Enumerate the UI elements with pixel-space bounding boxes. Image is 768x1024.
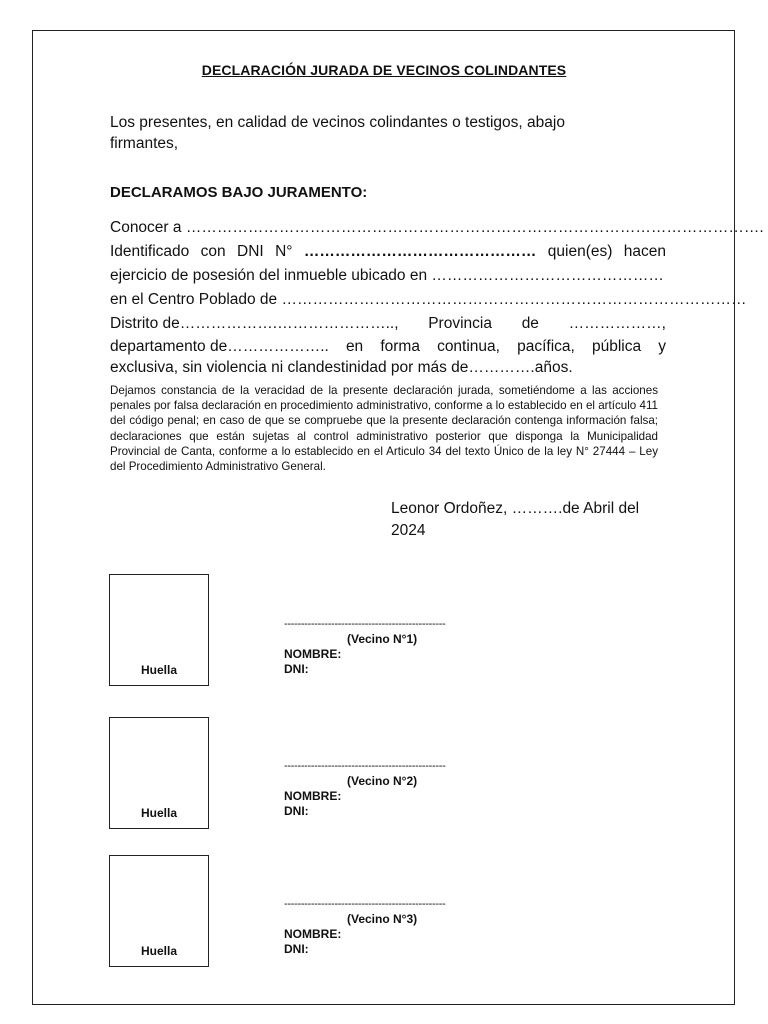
nombre-label: NOMBRE: [284,647,342,661]
word: hacen [623,243,666,260]
dni-label: DNI: [284,942,309,956]
legal-paragraph: Dejamos constancia de la veracidad de la presente declaración jurada, sometiéndome a las acciones penales por falsa declaración en procedimiento administrativo, conforme a lo establecido en el artículo 411 del código penal; en caso de que se compruebe que la presente declaración contenga información falsa; declaraciones que están sujetas al control administrativo posterior que disponga la Municipalidad Provincial de Canta, conforme a lo establecido en el Articulo 34 del texto Único de la ley N° 27444 – Ley del Procedimiento Administrativo General. [110,384,658,474]
word: departamento de……………….. [110,338,329,355]
line-conocer: Conocer a …………………………………………………………………………………………………. [110,219,764,236]
word: de [521,315,539,332]
document-title: DECLARACIÓN JURADA DE VECINOS COLINDANTES [201,62,567,78]
signature-block [284,617,494,677]
intro-paragraph: Los presentes, en calidad de vecinos colindantes o testigos, abajo firmantes, [110,114,565,152]
word: continua, [437,338,500,355]
huella-label: Huella [140,663,177,677]
fingerprint-box [109,717,209,829]
line-centro-poblado: en el Centro Poblado de ……………………………………………………………………………… [110,291,747,308]
line-identificado [110,240,666,264]
word: Provincia [428,315,492,332]
signature-block [284,759,494,819]
word: con [200,243,226,260]
declaration-body [110,216,764,378]
word: y [658,338,666,355]
place-date: Leonor Ordoñez, ……….de Abril del 2024 [391,500,640,539]
fingerprint-box [109,855,209,967]
huella-label: Huella [140,806,177,820]
word: Distrito de……………….………………….., [110,315,399,332]
line-departamento [110,336,666,357]
vecino-label: (Vecino N°3) [347,912,418,926]
word: DNI [237,243,264,260]
signature-line: ------------------------------------------------ [284,760,446,772]
vecino-label: (Vecino N°2) [347,774,418,788]
signature-line: ------------------------------------------------ [284,898,446,910]
signature-line: ------------------------------------------------ [284,618,446,630]
word: ………………, [568,315,666,332]
vecino-label: (Vecino N°1) [347,632,418,646]
dni-label: DNI: [284,804,309,818]
signature-block [284,897,494,957]
declaration-heading: DECLARAMOS BAJO JURAMENTO: [110,184,368,201]
dni-blank: ……………………………………… [303,243,537,260]
fingerprint-box [109,574,209,686]
word: N° [275,243,293,260]
nombre-label: NOMBRE: [284,927,342,941]
dni-label: DNI: [284,662,309,676]
word: en [345,338,364,355]
nombre-label: NOMBRE: [284,789,342,803]
word: quien(es) [547,243,613,260]
line-exclusiva: exclusiva, sin violencia ni clandestinidad por más de………….años. [110,359,573,376]
line-distrito [110,312,666,336]
word: pacífica, [517,338,575,355]
huella-label: Huella [140,944,177,958]
line-posesion: ejercicio de posesión del inmueble ubicado en ……………………………………… [110,267,664,284]
word: pública [591,338,642,355]
word: Identificado [110,243,190,260]
word: forma [380,338,420,355]
